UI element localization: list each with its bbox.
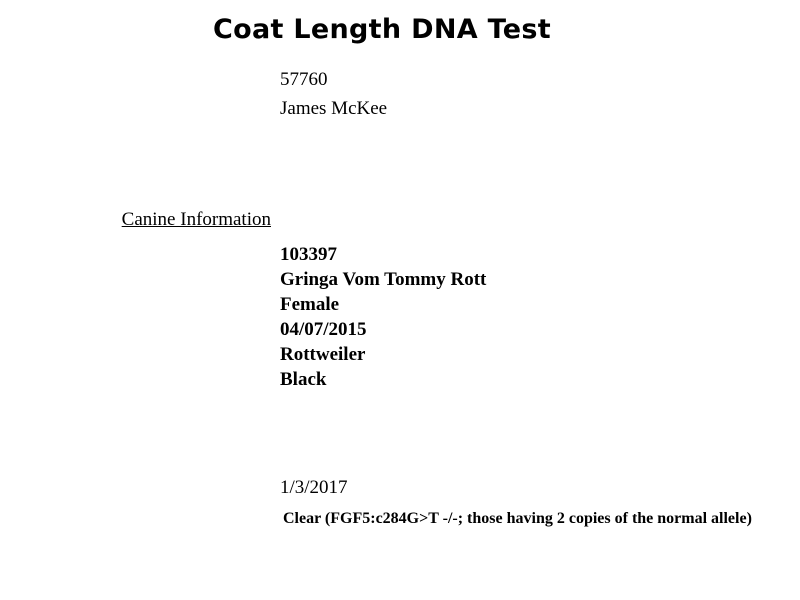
canine-information-heading: Canine Information [121,209,271,230]
dna-id-value: 103397 [280,244,337,265]
page-title: Coat Length DNA Test [213,14,551,45]
case-number-value: 57760 [280,69,328,90]
breed-value: Rottweiler [280,344,366,365]
birthdate-value: 04/07/2015 [280,319,367,340]
report-date-value: 1/3/2017 [280,477,348,498]
sex-value: Female [280,294,340,315]
coat-color-value: Black [280,369,327,390]
owner-value: James McKee [280,98,388,119]
call-name-value: Gringa Vom Tommy Rott [280,269,487,290]
dna-result-value: Clear (FGF5:c284G>T -/-; those having 2 copies of the normal allele) [283,510,752,527]
